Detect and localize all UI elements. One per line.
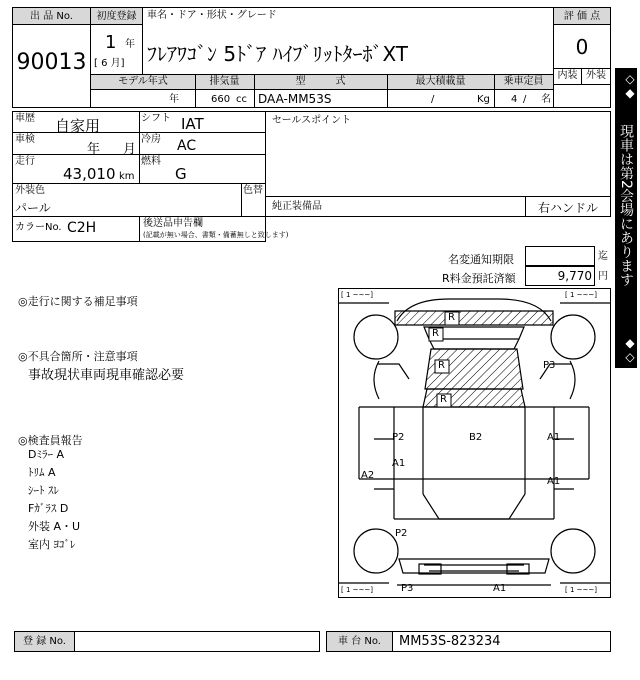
- corner-label-top-right: [ 1 ~~~]: [565, 291, 597, 299]
- year-unit: 年: [125, 39, 135, 50]
- fuel-value: G: [175, 165, 187, 183]
- model-year-unit: 年: [169, 94, 179, 105]
- inspection-month-unit: 月: [123, 142, 137, 157]
- first-registration-label: 初度登録: [91, 8, 142, 25]
- selling-points-box: [265, 111, 611, 197]
- max-load-slash: /: [431, 94, 435, 105]
- inspector-item: ﾄﾘﾑ A: [28, 466, 56, 479]
- displacement-unit: cc: [236, 94, 247, 105]
- driving-notes-title: ◎走行に関する補足事項: [18, 295, 138, 308]
- model-code: DAA-MM53S: [258, 92, 332, 106]
- mileage-value: 43,010: [63, 165, 116, 183]
- mileage-label: 走行: [15, 156, 35, 167]
- model-code-label: 型 式: [295, 76, 346, 87]
- registration-number-box: [14, 631, 320, 652]
- damage-mark: A1: [493, 583, 507, 594]
- damage-mark: R: [438, 360, 445, 371]
- inspector-item: Fｶﾞﾗｽ D: [28, 502, 69, 515]
- displacement-value: 660: [211, 94, 231, 105]
- lot-number: 90013: [16, 50, 87, 75]
- defects-text: 事故現状車両現車確認必要: [28, 368, 185, 383]
- banner-text: 現車は第2会場にあります: [618, 124, 634, 287]
- damage-mark: P3: [401, 583, 414, 594]
- capacity-label: 乗車定員: [503, 76, 544, 87]
- score-label: 評 価 点: [554, 8, 610, 25]
- score-value: 0: [575, 35, 589, 59]
- car-name: ﾌﾚｱﾜｺﾞﾝ 5ﾄﾞｱ ﾊｲﾌﾞﾘｯﾄﾀｰﾎﾞXT: [147, 42, 409, 66]
- defects-title: ◎不具合箇所・注意事項: [18, 350, 138, 363]
- venue-banner: [615, 68, 637, 368]
- lot-number-label: 出 品 No.: [13, 8, 90, 25]
- corner-label-bottom-left: [ 1 ~~~]: [341, 586, 373, 594]
- aftermarket-label: 後送品申告欄: [143, 218, 203, 229]
- max-load-unit: Kg: [477, 94, 490, 105]
- mileage-unit: km: [119, 171, 135, 182]
- recycle-fee-unit: 円: [598, 271, 608, 282]
- damage-mark: A2: [361, 470, 375, 481]
- first-registration-month: [ 6 月]: [94, 58, 125, 69]
- first-registration-box: [90, 7, 143, 75]
- first-registration-year: 1: [105, 32, 117, 53]
- spec-row: [90, 74, 554, 108]
- damage-mark: A1: [392, 458, 406, 469]
- inspector-item: Dﾐﾗｰ A: [28, 448, 64, 461]
- model-year-label: モデル年式: [118, 76, 168, 87]
- damage-mark: A1: [547, 476, 561, 487]
- displacement-label: 排気量: [209, 76, 240, 87]
- aircon-value: AC: [177, 138, 197, 154]
- color-number-label: カラーNo.: [15, 222, 62, 233]
- damage-mark: R: [432, 328, 439, 339]
- inspection-label: 車検: [15, 134, 35, 145]
- damage-mark: R: [440, 394, 447, 405]
- score-box: [553, 7, 611, 108]
- recycle-fee-box: [525, 266, 595, 286]
- capacity-unit: 名: [541, 94, 551, 105]
- color-number-value: C2H: [67, 220, 97, 236]
- inspector-item: 室内 ﾖｺﾞﾚ: [28, 538, 76, 551]
- fuel-label: 燃料: [141, 156, 161, 167]
- damage-mark: R: [448, 312, 455, 323]
- exterior-score-label: 外装: [586, 70, 606, 81]
- aftermarket-note: (記載が無い場合、書類・備蓄無しと致します): [143, 231, 289, 239]
- name-change-value-box: [525, 246, 595, 266]
- handle-value: 右ハンドル: [537, 201, 598, 215]
- chassis-number-value: MM53S-823234: [399, 634, 501, 649]
- standard-equipment-box: [265, 196, 526, 217]
- corner-label-bottom-right: [ 1 ~~~]: [565, 586, 597, 594]
- capacity-value: 4: [511, 94, 518, 105]
- registration-number-label: 登 録 No.: [15, 632, 75, 651]
- max-load-label: 最大積載量: [415, 76, 466, 87]
- handle-box: [525, 196, 611, 217]
- shift-value: IAT: [181, 115, 204, 133]
- damage-mark: P2: [392, 432, 405, 443]
- car-name-box: [142, 7, 554, 75]
- recycle-fee-amount: 9,770: [557, 269, 592, 283]
- color-change-label: 色替: [243, 185, 263, 196]
- damage-mark: B2: [469, 432, 483, 443]
- recycle-fee-label: R料金預託済額: [442, 272, 516, 285]
- name-change-label: 名変通知期限: [448, 253, 514, 266]
- name-change-unit: 迄: [598, 251, 608, 262]
- inspector-item: ｼｰﾄ ｽﾚ: [28, 484, 59, 497]
- corner-label-top-left: [ 1 ~~~]: [341, 291, 373, 299]
- car-damage-diagram: [338, 288, 611, 598]
- banner-bottom-arrows: ◆◇: [623, 336, 637, 364]
- inspector-report-title: ◎検査員報告: [18, 434, 83, 447]
- car-name-label: 車名・ドア・形状・グレード: [147, 10, 277, 21]
- lot-number-box: [12, 7, 91, 108]
- selling-points-label: セールスポイント: [272, 115, 352, 126]
- damage-mark: P3: [543, 360, 556, 371]
- aircon-label: 冷房: [141, 134, 161, 145]
- info-grid: [12, 111, 289, 242]
- history-value: 自家用: [55, 117, 101, 135]
- chassis-number-box: [326, 631, 611, 652]
- interior-score-label: 内装: [557, 70, 578, 81]
- standard-equipment-label: 純正装備品: [272, 201, 322, 212]
- exterior-color-label: 外装色: [15, 185, 45, 196]
- history-label: 車歴: [15, 113, 35, 124]
- inspector-item: 外装 A・U: [28, 520, 81, 533]
- chassis-number-label: 車 台 No.: [327, 632, 393, 651]
- capacity-slash: /: [523, 94, 527, 105]
- damage-mark: P2: [395, 528, 408, 539]
- exterior-color-value: パール: [15, 201, 51, 215]
- damage-mark: A1: [547, 432, 561, 443]
- banner-top-arrows: ◇◆: [623, 72, 637, 100]
- shift-label: シフト: [141, 113, 171, 124]
- inspection-year-unit: 年: [87, 142, 101, 157]
